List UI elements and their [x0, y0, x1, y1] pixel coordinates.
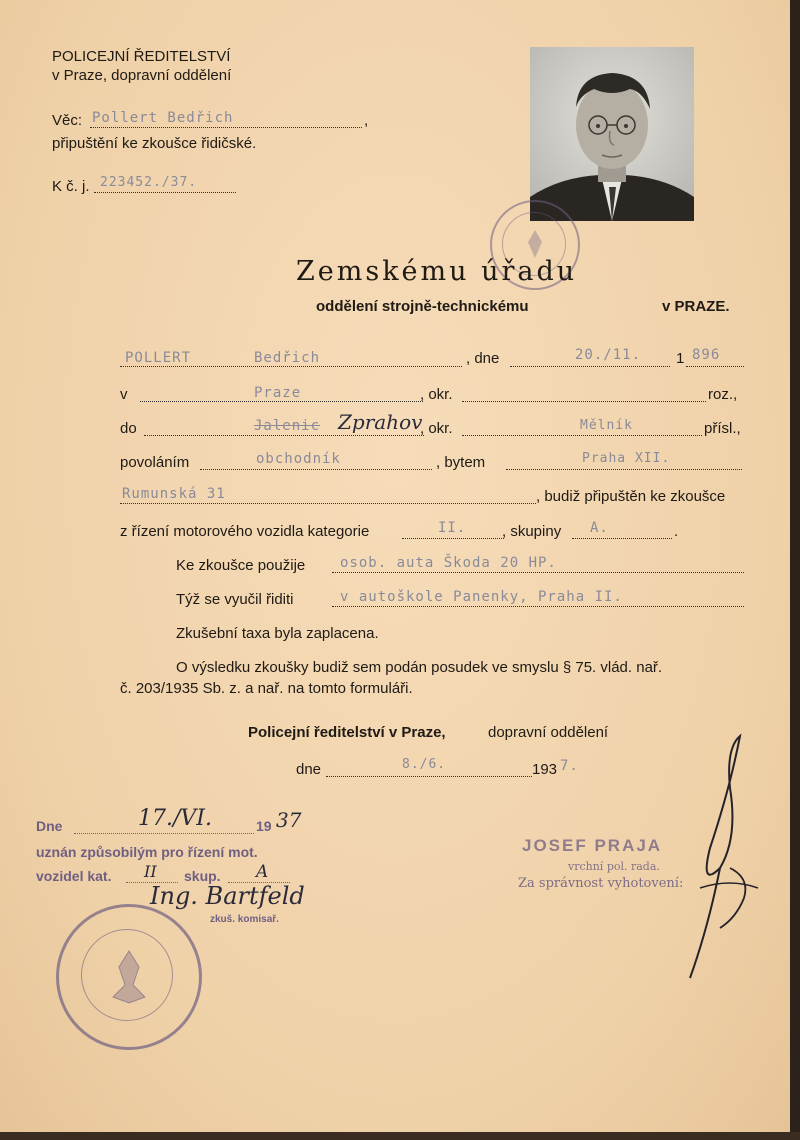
examiner-round-stamp — [56, 904, 202, 1050]
vehicle-line — [332, 572, 744, 573]
street-line — [120, 503, 536, 504]
addressee-title: Zemskému úřadu — [296, 256, 578, 287]
kcj-line — [94, 192, 236, 193]
exam-kat-value: II — [144, 862, 157, 881]
district-line — [462, 435, 702, 436]
signoff-date: 8./6. — [402, 757, 447, 772]
birthplace-line — [140, 401, 423, 402]
category-value: II. — [438, 520, 467, 536]
scan-edge-right — [790, 0, 800, 1140]
official-rank: vrchní pol. rada. — [568, 860, 660, 873]
scan-edge-bottom — [0, 1132, 800, 1140]
dne-label: , dne — [466, 350, 500, 367]
vehicle-value: osob. auta Škoda 20 HP. — [340, 555, 557, 571]
portrait-photo — [530, 47, 694, 221]
signoff-year-suffix: 7. — [560, 758, 579, 774]
exam-passed-text: uznán způsobilým pro řízení mot. — [36, 844, 258, 860]
office-title: POLICEJNÍ ŘEDITELSTVÍ — [52, 48, 231, 65]
surname-value: POLLERT — [125, 350, 192, 366]
domicile-line — [144, 435, 424, 436]
skupiny-label: , skupiny — [502, 523, 562, 540]
vec-comma: , — [364, 112, 369, 129]
exam-year: 37 — [276, 808, 302, 832]
examiner-role: zkuš. komisař. — [210, 914, 279, 925]
vec-line — [90, 127, 362, 128]
examiner-signature: Ing. Bartfeld — [150, 882, 305, 910]
firstname-value: Bedřich — [254, 350, 321, 366]
rizeni-text: z řízení motorového vozidla kategorie — [120, 523, 370, 540]
signoff-office: Policejní ředitelství v Praze, — [248, 724, 446, 741]
residence-value: Praha XII. — [582, 451, 671, 466]
prisl-label: přísl., — [704, 420, 741, 437]
group-value: A. — [590, 520, 609, 536]
vysledek-line-1: O výsledku zkoušky budiž sem podán posudek ve smyslu § 75. vlád. nař. — [176, 659, 663, 676]
kcj-label: K č. j. — [52, 178, 90, 195]
signoff-date-line — [326, 776, 532, 777]
roz-label: roz., — [708, 386, 738, 403]
signoff-dept: dopravní oddělení — [488, 724, 609, 741]
do-label: do — [120, 420, 137, 437]
school-line — [332, 606, 744, 607]
district-value: Mělník — [580, 418, 633, 433]
birth-year-prefix: 1 — [676, 350, 685, 367]
school-value: v autoškole Panenky, Praha II. — [340, 589, 623, 605]
occupation-value: obchodník — [256, 451, 341, 467]
birthdate-line — [510, 366, 670, 367]
domicile-handwritten: Zprahov — [338, 410, 423, 434]
exam-skup-value: A — [256, 862, 269, 882]
exam-kat-label: vozidel kat. — [36, 868, 112, 884]
birth-year: 896 — [692, 347, 721, 363]
addressee-subtitle: oddělení strojně-technickému — [316, 298, 529, 315]
exam-dne-label: Dne — [36, 818, 63, 834]
birth-district-line — [462, 401, 706, 402]
okr-label: , okr. — [420, 386, 453, 403]
exam-skup-label: skup. — [184, 868, 221, 884]
vysledek-line-2: č. 203/1935 Sb. z. a nař. na tomto formuláři. — [120, 680, 413, 697]
birth-date: 20./11. — [575, 347, 642, 363]
office-dept: v Praze, dopravní oddělení — [52, 67, 232, 84]
kcj-value: 223452./37. — [100, 175, 198, 190]
category-period: . — [674, 523, 679, 540]
v-label: v — [120, 386, 128, 403]
category-line — [402, 538, 504, 539]
exam-year-prefix: 19 — [256, 818, 272, 834]
pouzije-label: Ke zkoušce použije — [176, 557, 306, 574]
signoff-dne-label: dne — [296, 761, 322, 778]
street-value: Rumunská 31 — [122, 486, 226, 502]
signoff-year-prefix: 193 — [532, 761, 558, 778]
vec-value: Pollert Bedřich — [92, 110, 234, 126]
subject: připuštění ke zkoušce řidičské. — [52, 135, 257, 152]
bytem-label: , bytem — [436, 454, 486, 471]
vyucil-label: Týž se vyučil řiditi — [176, 591, 294, 608]
addressee-city: v PRAZE. — [662, 298, 730, 315]
vec-label: Věc: — [52, 112, 83, 129]
residence-line — [506, 469, 742, 470]
occupation-line — [200, 469, 432, 470]
birthyear-line — [686, 366, 744, 367]
exam-date: 17./VI. — [138, 806, 212, 831]
domicile-value: Jalenic — [254, 418, 321, 434]
okr2-label: , okr. — [420, 420, 453, 437]
budiz-text: , budiž připuštěn ke zkoušce — [536, 488, 726, 505]
official-verified: Za správnost vyhotovení: — [518, 876, 684, 891]
group-line — [572, 538, 672, 539]
exam-date-line — [74, 833, 254, 834]
taxa-text: Zkušební taxa byla zaplacena. — [176, 625, 379, 642]
official-signature-scribble — [660, 728, 780, 988]
povolanim-label: povoláním — [120, 454, 190, 471]
name-line — [120, 366, 462, 367]
official-name: JOSEF PRAJA — [522, 836, 663, 855]
birthplace-value: Praze — [254, 385, 302, 401]
